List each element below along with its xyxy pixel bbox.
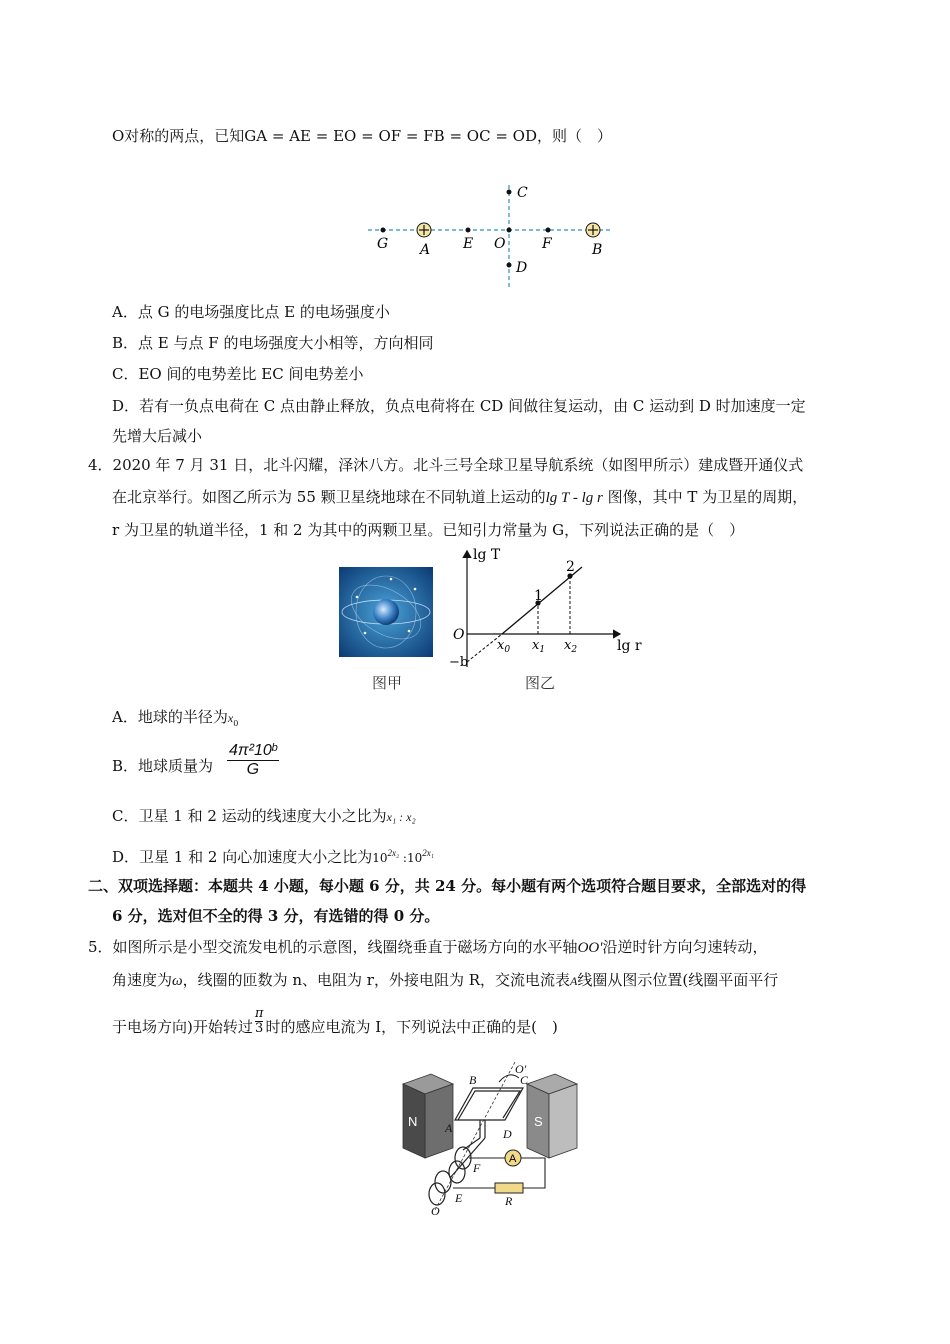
point-G (381, 228, 386, 233)
q3-option-a: A．点 G 的电场强度比点 E 的电场强度小 (112, 303, 390, 321)
q5-line2: 角速度为ω，线圈的匝数为 n、电阻为 r，外接电阻为 R，交流电流表A线圈从图示位置(线圈平面平行 (112, 971, 779, 989)
q5-line3: 于电场方向)开始转过 $\frac{\pi}{3}$ 时的感应电流为 I，下列说法中正确的是( ) (112, 1005, 558, 1036)
q4-option-b: B．地球质量为 (112, 757, 214, 775)
point-C (507, 190, 512, 195)
q4-option-b-fraction: $\frac{\text{4π²10ᵇ}}{G}$ (229, 742, 277, 778)
q4-option-d: D．卫星 1 和 2 向心加速度大小之比为$10^{2x_2}$ $:10^{2x_1}$ (112, 848, 434, 866)
positive-charge-A (417, 223, 431, 237)
origin-label: O (453, 627, 465, 643)
x0-label: $x_0$ (497, 638, 511, 655)
q4-option-a: A．地球的半径为$x_0$ (112, 708, 239, 728)
svg-text:S: S (534, 1114, 543, 1129)
caption-fig-yi: 图乙 (525, 674, 556, 692)
magnet-N (403, 1074, 453, 1158)
svg-text:C: C (520, 1073, 529, 1087)
q3-intro: O对称的两点，已知GA = AE = EO = OF = FB = OC = OD，则（ ） (112, 127, 613, 145)
coil (455, 1088, 523, 1138)
label-O: O (494, 236, 506, 252)
section2-heading-line1: 二、双项选择题：本题共 4 小题，每小题 6 分，共 24 分。每小题有两个选项符合题目要求，全部选对的得 (88, 877, 807, 895)
x2-label: $x_2$ (564, 638, 578, 655)
resistor-R (495, 1183, 523, 1193)
svg-text:A: A (509, 1153, 517, 1165)
point-F (546, 228, 551, 233)
neg-b-label: −b (449, 655, 469, 670)
q3-option-c: C．EO 间的电势差比 EC 间电势差小 (112, 365, 364, 383)
beidou-satellite-image (339, 567, 433, 657)
svg-text:O': O' (515, 1062, 527, 1076)
point-E (466, 228, 471, 233)
svg-text:O: O (431, 1204, 440, 1218)
point-2-label: 2 (566, 559, 575, 575)
label-B: B (592, 242, 603, 258)
positive-charge-B (586, 223, 600, 237)
label-E: E (463, 236, 474, 252)
label-F: F (542, 236, 552, 252)
svg-text:N: N (408, 1114, 418, 1129)
point-O (507, 228, 512, 233)
caption-fig-jia: 图甲 (372, 674, 403, 692)
section2-heading-line2: 6 分，选对但不全的得 3 分，有选错的得 0 分。 (112, 907, 440, 925)
q4-option-c: C．卫星 1 和 2 运动的线速度大小之比为x₁ : x₂ (112, 807, 416, 825)
q4-line2: 在北京举行。如图乙所示为 55 颗卫星绕地球在不同轨道上运动的lg T - lg r 图像，其中 T 为卫星的周期， (112, 488, 808, 506)
ac-generator-diagram (395, 1060, 585, 1220)
q3-charge-diagram (360, 180, 620, 295)
q3-option-d: D．若有一负点电荷在 C 点由静止释放，负点电荷将在 CD 间做往复运动，由 C 运动到 D 时加速度一定 (112, 397, 806, 415)
x1-label: $x_1$ (532, 638, 546, 655)
point-1-label: 1 (534, 588, 543, 604)
magnet-S (527, 1074, 577, 1158)
ylabel: lg T (473, 547, 501, 563)
q4-line1: 4．2020 年 7 月 31 日，北斗闪耀，泽沐八方。北斗三号全球卫星导航系统（如图甲所示）建成暨开通仪式 (88, 456, 804, 474)
ammeter (505, 1150, 521, 1166)
svg-text:B: B (469, 1073, 477, 1087)
svg-text:E: E (455, 1191, 463, 1205)
label-A: A (420, 242, 431, 258)
q4-line3: r 为卫星的轨道半径，1 和 2 为其中的两颗卫星。已知引力常量为 G，下列说法正确的是（ ） (112, 521, 745, 539)
svg-text:R: R (505, 1194, 513, 1208)
lgT-lgr-graph (445, 545, 650, 670)
label-G: G (377, 236, 389, 252)
q3-option-b: B．点 E 与点 F 的电场强度大小相等，方向相同 (112, 334, 434, 352)
svg-text:D: D (503, 1127, 512, 1141)
svg-text:A: A (445, 1121, 453, 1135)
label-C: C (517, 185, 528, 201)
q5-line1: 5．如图所示是小型交流发电机的示意图，线圈绕垂直于磁场方向的水平轴OO'沿逆时针方向匀速转动， (88, 938, 768, 956)
svg-text:F: F (473, 1161, 481, 1175)
xlabel: lg r (617, 638, 642, 654)
label-D: D (516, 260, 528, 276)
q3-option-d-cont: 先增大后减小 (112, 427, 203, 445)
point-D (507, 263, 512, 268)
